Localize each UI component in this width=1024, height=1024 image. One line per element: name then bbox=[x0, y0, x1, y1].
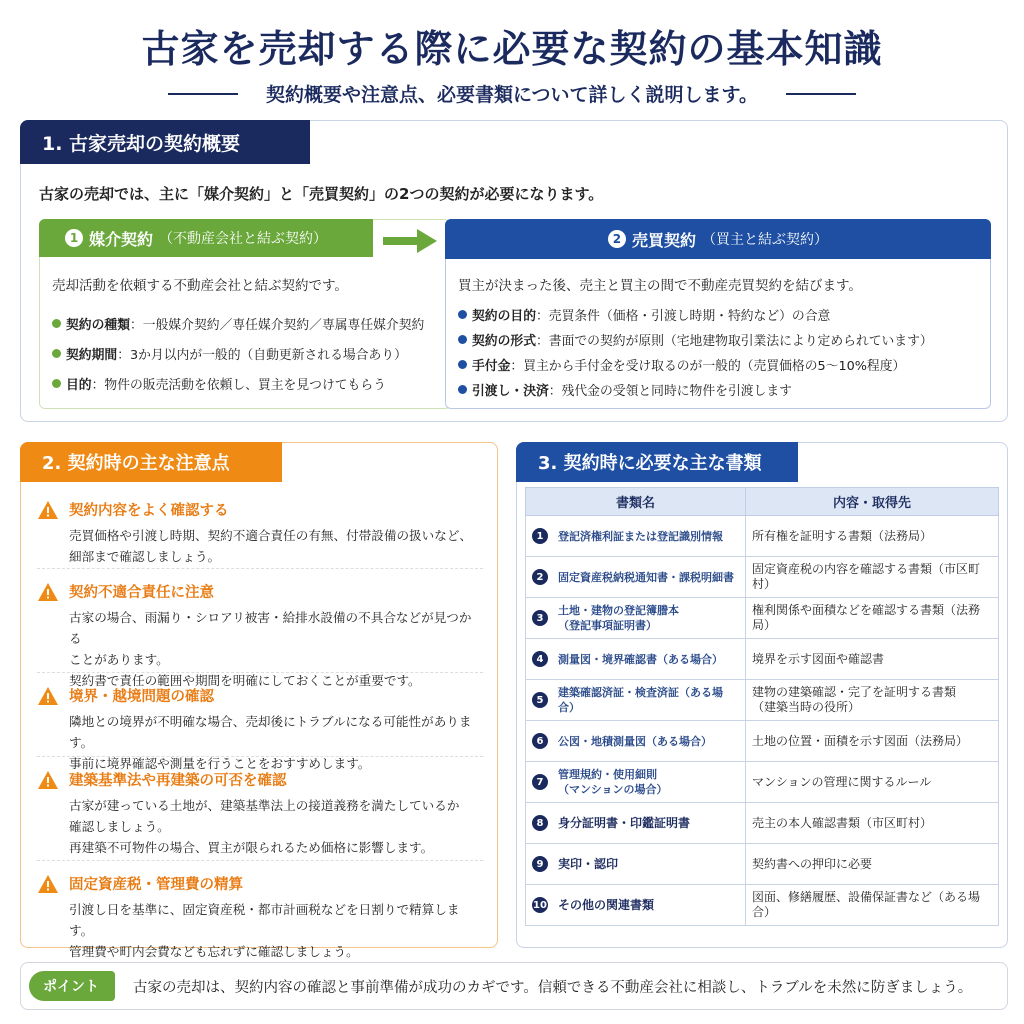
caution-title: 契約内容をよく確認する bbox=[69, 503, 229, 519]
sale-bullet bbox=[458, 327, 980, 352]
document-name-wrap bbox=[532, 815, 739, 831]
section3-heading: 3. 契約時に必要な主な書類 bbox=[516, 442, 798, 482]
document-description: マンションの管理に関するルール bbox=[746, 762, 999, 803]
document-name-cell bbox=[526, 516, 746, 557]
caution-line: 管理費や町内会費なども忘れずに確認しましょう。 bbox=[69, 944, 359, 959]
caution-title: 境界・越境問題の確認 bbox=[69, 689, 214, 705]
document-name-cell bbox=[526, 721, 746, 762]
document-number-badge: 10 bbox=[532, 897, 548, 913]
column-header-desc: 内容・取得先 bbox=[746, 488, 999, 516]
document-name: 身分証明書・印鑑証明書 bbox=[558, 815, 691, 830]
bullet-dot bbox=[52, 379, 61, 388]
mediation-bullet bbox=[52, 368, 440, 398]
document-name-cell bbox=[526, 598, 746, 639]
document-description: 契約書への押印に必要 bbox=[746, 844, 999, 885]
table-row bbox=[526, 803, 999, 844]
bullet-value: ：書面での契約が原則（宅地建物取引業法により定められています） bbox=[535, 334, 933, 349]
bullet-dot bbox=[458, 360, 467, 369]
page-title: 古家を売却する際に必要な契約の基本知識 bbox=[141, 27, 883, 71]
document-description: 固定資産税の内容を確認する書類（市区町村） bbox=[746, 557, 999, 598]
caution-text bbox=[69, 899, 483, 962]
sale-title-sub: （買主と結ぶ契約） bbox=[702, 232, 828, 248]
document-name: その他の関連書類 bbox=[558, 897, 655, 912]
bullet-key: 契約の形式 bbox=[472, 334, 536, 349]
mediation-title-sub: （不動産会社と結ぶ契約） bbox=[159, 231, 328, 247]
document-name-cell bbox=[526, 844, 746, 885]
caution-title-row bbox=[37, 685, 483, 706]
table-row bbox=[526, 680, 999, 721]
document-name: 実印・認印 bbox=[558, 856, 619, 871]
point-text: 古家の売却は、契約内容の確認と事前準備が成功のカギです。信頼できる不動産会社に相談し、トラブルを未然に防ぎましょう。 bbox=[133, 979, 973, 996]
document-number-badge: 1 bbox=[532, 528, 548, 544]
document-description: 建物の建築確認・完了を証明する書類 （建築当時の役所） bbox=[746, 680, 999, 721]
warning-icon bbox=[37, 500, 59, 520]
sale-contract-heading bbox=[445, 219, 991, 259]
document-number-badge: 7 bbox=[532, 774, 548, 790]
mediation-number-badge: 1 bbox=[65, 229, 83, 247]
documents-table-body bbox=[526, 516, 999, 926]
bullet-dot bbox=[458, 385, 467, 394]
caution-text bbox=[69, 711, 483, 774]
caution-title-row bbox=[37, 581, 483, 602]
document-number-badge: 3 bbox=[532, 610, 548, 626]
document-name-wrap bbox=[532, 603, 739, 633]
bullet-value: ：残代金の受領と同時に物件を引渡します bbox=[548, 384, 792, 399]
sale-title: 売買契約 bbox=[631, 230, 696, 250]
point-bar bbox=[20, 962, 1008, 1010]
mediation-description: 売却活動を依頼する不動産会社と結ぶ契約です。 bbox=[52, 278, 348, 294]
table-row bbox=[526, 885, 999, 926]
caution-line: 売買価格や引渡し時期、契約不適合責任の有無、付帯設備の扱いなど、 bbox=[69, 528, 472, 543]
bullet-value: ：3か月以内が一般的（自動更新される場合あり） bbox=[117, 347, 407, 363]
document-name-cell bbox=[526, 803, 746, 844]
sale-bullets bbox=[458, 302, 980, 402]
caution-line: 古家の場合、雨漏り・シロアリ被害・給排水設備の不具合などが見つかる bbox=[69, 610, 472, 646]
page-subtitle: 契約概要や注意点、必要書類について詳しく説明します。 bbox=[265, 84, 759, 106]
document-name-wrap bbox=[532, 685, 739, 715]
mediation-bullets bbox=[52, 308, 440, 398]
sale-number-badge: 2 bbox=[608, 230, 626, 248]
caution-title-row bbox=[37, 873, 483, 894]
document-name-wrap bbox=[532, 528, 739, 544]
mediation-title: 媒介契約 bbox=[89, 229, 154, 249]
bullet-value: ：買主から手付金を受け取るのが一般的（売買価格の5〜10%程度） bbox=[510, 359, 906, 374]
document-name-wrap bbox=[532, 767, 739, 797]
caution-title: 固定資産税・管理費の精算 bbox=[69, 877, 243, 893]
caution-line: 細部まで確認しましょう。 bbox=[69, 549, 221, 564]
section1-intro: 古家の売却では、主に「媒介契約」と「売買契約」の2つの契約が必要になります。 bbox=[39, 185, 604, 203]
section-required-documents bbox=[516, 442, 1008, 948]
caution-item bbox=[37, 769, 483, 861]
subtitle-row bbox=[0, 80, 1024, 107]
sale-body bbox=[458, 274, 980, 402]
bullet-key: 契約の目的 bbox=[472, 309, 536, 324]
document-name-wrap bbox=[532, 733, 739, 749]
table-row bbox=[526, 639, 999, 680]
document-number-badge: 8 bbox=[532, 815, 548, 831]
bullet-dot bbox=[52, 319, 61, 328]
table-row bbox=[526, 598, 999, 639]
bullet-value: ：物件の販売活動を依頼し、買主を見つけてもらう bbox=[91, 377, 386, 393]
document-name: 測量図・境界確認書（ある場合） bbox=[558, 652, 723, 666]
documents-table bbox=[525, 487, 999, 926]
warning-icon bbox=[37, 874, 59, 894]
document-name-wrap bbox=[532, 651, 739, 667]
document-name: 管理規約・使用細則 （マンションの場合） bbox=[558, 768, 668, 796]
sale-description: 買主が決まった後、売主と買主の間で不動産売買契約を結びます。 bbox=[458, 278, 862, 294]
mediation-bullet bbox=[52, 308, 440, 338]
mediation-bullet bbox=[52, 338, 440, 368]
document-description: 所有権を証明する書類（法務局） bbox=[746, 516, 999, 557]
caution-line: 事前に境界確認や測量を行うことをおすすめします。 bbox=[69, 756, 371, 771]
warning-icon bbox=[37, 582, 59, 602]
document-description: 図面、修繕履歴、設備保証書など（ある場合） bbox=[746, 885, 999, 926]
document-name-cell bbox=[526, 639, 746, 680]
sale-contract-card bbox=[445, 219, 991, 409]
caution-text bbox=[69, 607, 483, 691]
section1-heading: 1. 古家売却の契約概要 bbox=[20, 120, 310, 164]
bullet-key: 契約の種類 bbox=[66, 317, 130, 333]
warning-icon bbox=[37, 770, 59, 790]
caution-item bbox=[37, 499, 483, 569]
caution-title: 建築基準法や再建築の可否を確認 bbox=[69, 773, 287, 789]
bullet-key: 引渡し・決済 bbox=[472, 384, 549, 399]
caution-title-row bbox=[37, 769, 483, 790]
document-description: 境界を示す図面や確認書 bbox=[746, 639, 999, 680]
document-name-cell bbox=[526, 885, 746, 926]
caution-line: 古家が建っている土地が、建築基準法上の接道義務を満たしているか bbox=[69, 798, 460, 813]
warning-icon bbox=[37, 686, 59, 706]
document-name: 公図・地積測量図（ある場合） bbox=[558, 734, 712, 748]
caution-line: 確認しましょう。 bbox=[69, 819, 170, 834]
caution-item bbox=[37, 581, 483, 688]
document-number-badge: 4 bbox=[532, 651, 548, 667]
table-row bbox=[526, 557, 999, 598]
table-row bbox=[526, 516, 999, 557]
caution-title-row bbox=[37, 499, 483, 520]
bullet-key: 手付金 bbox=[472, 359, 511, 374]
document-name-wrap bbox=[532, 897, 739, 913]
arrow-right-icon bbox=[383, 229, 437, 253]
caution-item bbox=[37, 685, 483, 771]
point-badge: ポイント bbox=[29, 971, 115, 1001]
mediation-body bbox=[52, 274, 440, 398]
caution-line: 引渡し日を基準に、固定資産税・都市計画税などを日割りで精算します。 bbox=[69, 902, 460, 938]
document-name: 登記済権利証または登記識別情報 bbox=[558, 529, 723, 543]
document-number-badge: 6 bbox=[532, 733, 548, 749]
section2-heading: 2. 契約時の主な注意点 bbox=[20, 442, 282, 482]
sale-bullet bbox=[458, 302, 980, 327]
subtitle-line-left bbox=[168, 93, 238, 95]
document-number-badge: 2 bbox=[532, 569, 548, 585]
subtitle-line-right bbox=[786, 93, 856, 95]
caution-text bbox=[69, 795, 483, 858]
document-description: 土地の位置・面積を示す図面（法務局） bbox=[746, 721, 999, 762]
table-header-row bbox=[526, 488, 999, 516]
caution-line: 再建築不可物件の場合、買主が限られるため価格に影響します。 bbox=[69, 840, 434, 855]
mediation-contract-heading bbox=[39, 219, 373, 257]
document-name-wrap bbox=[532, 856, 739, 872]
caution-line: 隣地との境界が不明確な場合、売却後にトラブルになる可能性があります。 bbox=[69, 714, 472, 750]
caution-text bbox=[69, 525, 483, 567]
document-number-badge: 9 bbox=[532, 856, 548, 872]
document-description: 売主の本人確認書類（市区町村） bbox=[746, 803, 999, 844]
document-number-badge: 5 bbox=[532, 692, 548, 708]
bullet-dot bbox=[52, 349, 61, 358]
document-description: 権利関係や面積などを確認する書類（法務局） bbox=[746, 598, 999, 639]
section-contract-overview bbox=[20, 120, 1008, 422]
document-name: 固定資産税納税通知書・課税明細書 bbox=[558, 570, 734, 584]
document-name: 土地・建物の登記簿謄本 （登記事項証明書） bbox=[558, 604, 679, 632]
sale-bullet bbox=[458, 352, 980, 377]
caution-line: 契約書で責任の範囲や期間を明確にしておくことが重要です。 bbox=[69, 673, 421, 688]
section-cautions bbox=[20, 442, 498, 959]
document-name: 建築確認済証・検査済証（ある場合） bbox=[558, 686, 723, 714]
table-row bbox=[526, 762, 999, 803]
sale-bullet bbox=[458, 377, 980, 402]
caution-line: ことがあります。 bbox=[69, 652, 169, 667]
bullet-value: ：一般媒介契約／専任媒介契約／専属専任媒介契約 bbox=[129, 317, 425, 333]
document-name-cell bbox=[526, 762, 746, 803]
table-row bbox=[526, 721, 999, 762]
bullet-dot bbox=[458, 310, 467, 319]
column-header-name: 書類名 bbox=[526, 488, 746, 516]
document-name-cell bbox=[526, 557, 746, 598]
document-name-wrap bbox=[532, 569, 739, 585]
bullet-value: ：売買条件（価格・引渡し時期・特約など）の合意 bbox=[535, 309, 831, 324]
bullet-key: 契約期間 bbox=[66, 347, 118, 363]
bullet-key: 目的 bbox=[66, 377, 92, 393]
table-row bbox=[526, 844, 999, 885]
bullet-dot bbox=[458, 335, 467, 344]
caution-title: 契約不適合責任に注意 bbox=[69, 585, 214, 601]
document-name-cell bbox=[526, 680, 746, 721]
caution-item bbox=[37, 873, 483, 959]
